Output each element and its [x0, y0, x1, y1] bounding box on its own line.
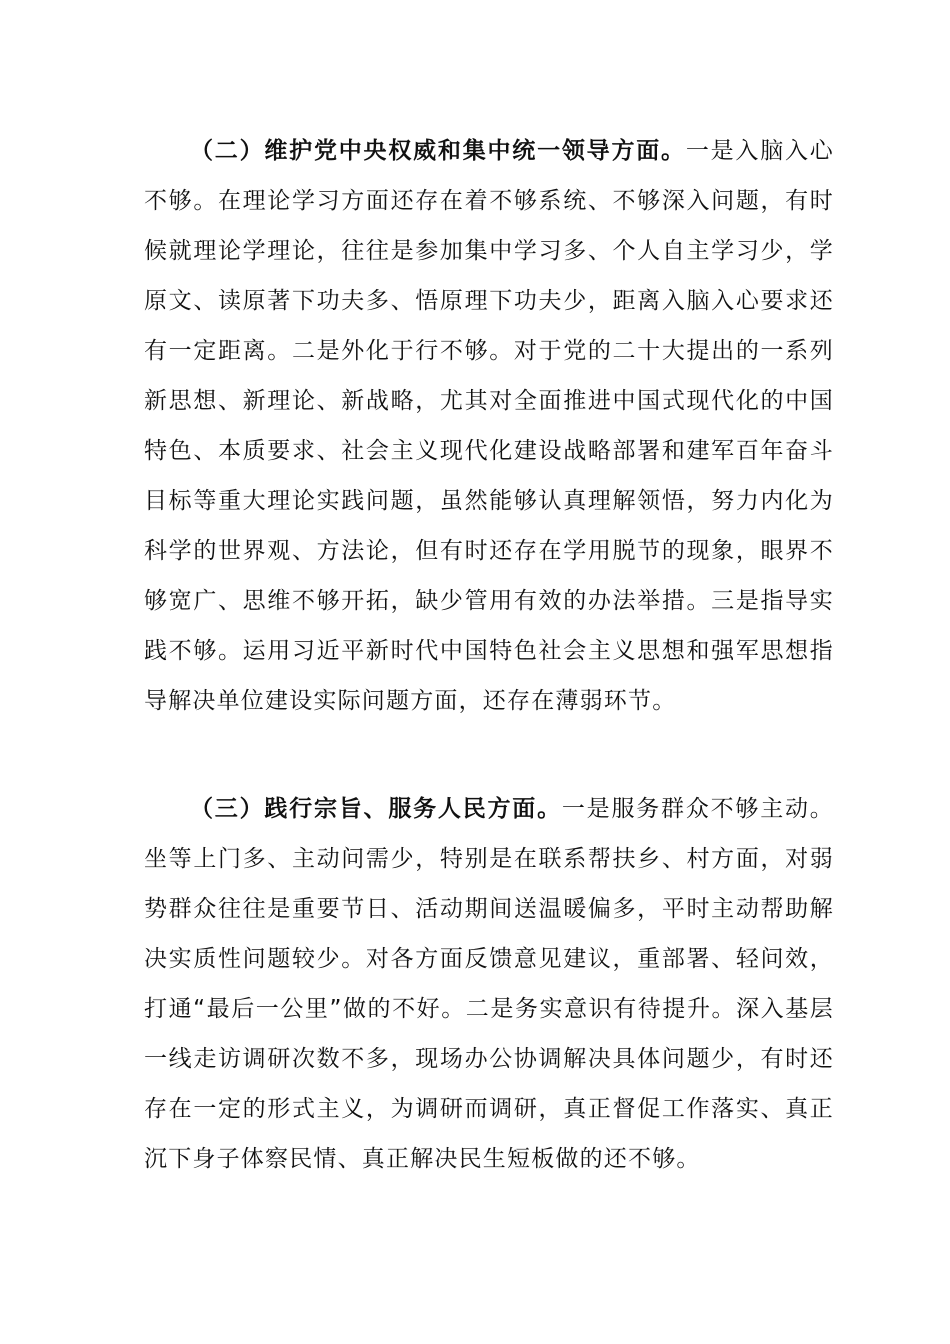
section-heading-three: （三）践行宗旨、服务人民方面。: [190, 796, 562, 822]
section-heading-two: （二）维护党中央权威和集中统一领导方面。: [190, 138, 686, 164]
paragraph-section-two: [144, 126, 834, 726]
paragraph-section-three: [144, 784, 834, 1184]
section-body-three: 一是服务群众不够主动。坐等上门多、主动问需少，特别是在联系帮扶乡、村方面，对弱势群众往往是重要节日、活动期间送温暖偏多，平时主动帮助解决实质性问题较少。对各方面反馈意见建议，重部署、轻问效，打通“最后一公里”做的不好。二是务实意识有待提升。深入基层一线走访调研次数不多，现场办公协调解决具体问题少，有时还存在一定的形式主义，为调研而调研，真正督促工作落实、真正沉下身子体察民情、真正解决民生短板做的还不够。: [144, 796, 835, 1172]
section-body-two: 一是入脑入心不够。在理论学习方面还存在着不够系统、不够深入问题，有时候就理论学理论，往往是参加集中学习多、个人自主学习少，学原文、读原著下功夫多、悟原理下功夫少，距离入脑入心要求还有一定距离。二是外化于行不够。对于党的二十大提出的一系列新思想、新理论、新战略，尤其对全面推进中国式现代化的中国特色、本质要求、社会主义现代化建设战略部署和建军百年奋斗目标等重大理论实践问题，虽然能够认真理解领悟，努力内化为科学的世界观、方法论，但有时还存在学用脱节的现象，眼界不够宽广、思维不够开拓，缺少管用有效的办法举措。三是指导实践不够。运用习近平新时代中国特色社会主义思想和强军思想指导解决单位建设实际问题方面，还存在薄弱环节。: [144, 138, 835, 714]
